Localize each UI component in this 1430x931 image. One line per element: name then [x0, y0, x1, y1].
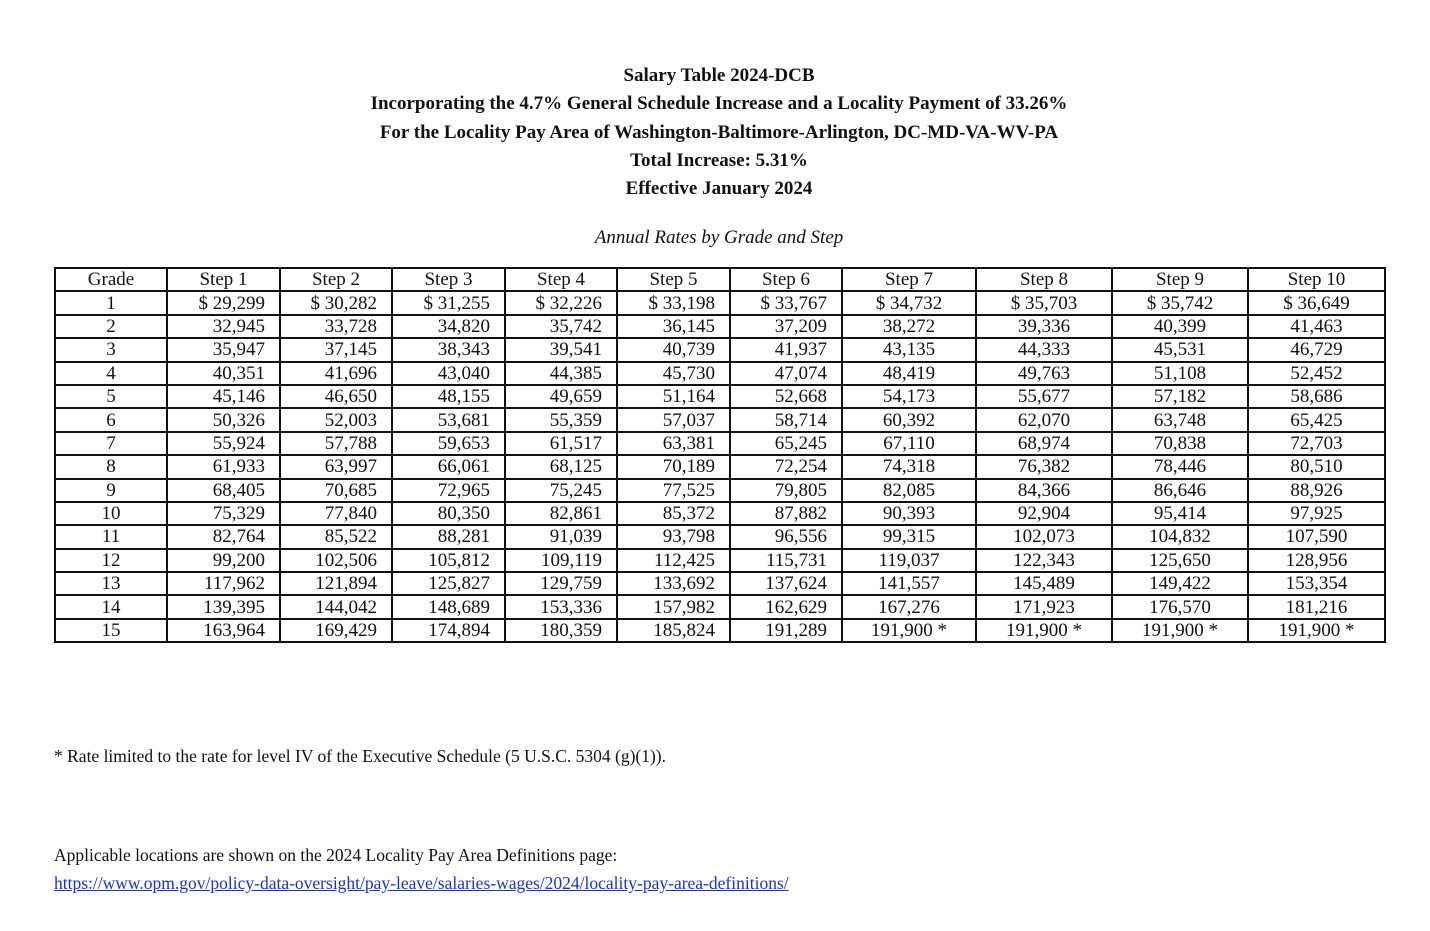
rate-cell: 44,333: [976, 338, 1112, 361]
rate-cell: 63,997: [280, 455, 392, 478]
table-row: [55, 595, 1385, 618]
rate-cell: 102,073: [976, 525, 1112, 548]
rate-cell: 105,812: [392, 549, 505, 572]
rate-cell: 96,556: [730, 525, 842, 548]
rate-cell: 44,385: [505, 362, 617, 385]
increase-line: Incorporating the 4.7% General Schedule Increase and a Locality Payment of 33.26%: [370, 93, 1068, 115]
table-row: [55, 619, 1385, 642]
rate-cell: 191,900 *: [842, 619, 976, 642]
rate-cell: 95,414: [1112, 502, 1248, 525]
table-row: [55, 502, 1385, 525]
rate-cell: 121,894: [280, 572, 392, 595]
rate-cell: 55,359: [505, 408, 617, 431]
rate-cell: 63,748: [1112, 408, 1248, 431]
rate-cell: $ 35,703: [976, 291, 1112, 314]
rate-cell: 45,146: [167, 385, 280, 408]
header-row: [55, 268, 1385, 291]
table-row: [55, 338, 1385, 361]
rate-cell: 58,714: [730, 408, 842, 431]
rate-cell: 37,209: [730, 315, 842, 338]
column-header-step-9: Step 9: [1112, 268, 1248, 291]
title-block: [0, 62, 1430, 203]
rate-cell: 82,764: [167, 525, 280, 548]
rate-cell: 191,289: [730, 619, 842, 642]
rate-cell: 55,677: [976, 385, 1112, 408]
rate-cell: 66,061: [392, 455, 505, 478]
rate-cell: 65,245: [730, 432, 842, 455]
rate-cell: 85,522: [280, 525, 392, 548]
rate-cell: 52,668: [730, 385, 842, 408]
rate-cell: 70,838: [1112, 432, 1248, 455]
rate-cell: $ 34,732: [842, 291, 976, 314]
rate-cell: 50,326: [167, 408, 280, 431]
rate-cell: 70,189: [617, 455, 730, 478]
rate-cell: 80,510: [1248, 455, 1385, 478]
grade-cell: 4: [55, 362, 167, 385]
rate-cell: 86,646: [1112, 479, 1248, 502]
rate-cell: 38,272: [842, 315, 976, 338]
rate-cell: 77,525: [617, 479, 730, 502]
rate-cell: 33,728: [280, 315, 392, 338]
rate-cell: 176,570: [1112, 595, 1248, 618]
column-header-step-10: Step 10: [1248, 268, 1385, 291]
rate-cell: 117,962: [167, 572, 280, 595]
rate-cell: 139,395: [167, 595, 280, 618]
rate-cell: 32,945: [167, 315, 280, 338]
rate-cell: 63,381: [617, 432, 730, 455]
rate-cell: 82,861: [505, 502, 617, 525]
rate-cell: 61,933: [167, 455, 280, 478]
rate-cell: 72,703: [1248, 432, 1385, 455]
rate-cell: 80,350: [392, 502, 505, 525]
locality-line: For the Locality Pay Area of Washington-Baltimore-Arlington, DC-MD-VA-WV-PA: [379, 121, 1059, 143]
column-header-step-8: Step 8: [976, 268, 1112, 291]
rate-cell: 169,429: [280, 619, 392, 642]
rate-cell: 61,517: [505, 432, 617, 455]
rate-cell: 68,974: [976, 432, 1112, 455]
table-row: [55, 385, 1385, 408]
rate-cell: 35,742: [505, 315, 617, 338]
rate-cell: 102,506: [280, 549, 392, 572]
rate-cell: 60,392: [842, 408, 976, 431]
rate-cell: 57,037: [617, 408, 730, 431]
table-row: [55, 432, 1385, 455]
salary-table: [54, 267, 1386, 643]
rate-cell: 48,155: [392, 385, 505, 408]
rate-cell: 112,425: [617, 549, 730, 572]
rate-cell: 46,729: [1248, 338, 1385, 361]
grade-cell: 3: [55, 338, 167, 361]
rate-cell: 51,108: [1112, 362, 1248, 385]
rate-cell: 75,329: [167, 502, 280, 525]
rate-cell: 90,393: [842, 502, 976, 525]
rate-cell: 128,956: [1248, 549, 1385, 572]
rate-cell: 133,692: [617, 572, 730, 595]
rate-cell: 75,245: [505, 479, 617, 502]
rate-cell: 88,926: [1248, 479, 1385, 502]
rate-cell: 36,145: [617, 315, 730, 338]
rate-cell: $ 29,299: [167, 291, 280, 314]
table-row: [55, 549, 1385, 572]
rate-cell: 153,336: [505, 595, 617, 618]
rate-cell: 68,125: [505, 455, 617, 478]
table-row: [55, 455, 1385, 478]
grade-cell: 12: [55, 549, 167, 572]
rate-cell: 85,372: [617, 502, 730, 525]
rate-cell: 125,827: [392, 572, 505, 595]
rate-cell: 38,343: [392, 338, 505, 361]
rate-cell: 57,788: [280, 432, 392, 455]
grade-cell: 15: [55, 619, 167, 642]
rate-cell: 107,590: [1248, 525, 1385, 548]
rate-cell: 99,200: [167, 549, 280, 572]
footnote: * Rate limited to the rate for level IV of the Executive Schedule (5 U.S.C. 5304 (g)(1)).: [54, 746, 667, 766]
grade-cell: 1: [55, 291, 167, 314]
rate-cell: 162,629: [730, 595, 842, 618]
table-subtitle: Annual Rates by Grade and Step: [594, 227, 844, 248]
column-header-step-6: Step 6: [730, 268, 842, 291]
rate-cell: 40,399: [1112, 315, 1248, 338]
rate-cell: 88,281: [392, 525, 505, 548]
rate-cell: 79,805: [730, 479, 842, 502]
rate-cell: 163,964: [167, 619, 280, 642]
rate-cell: 125,650: [1112, 549, 1248, 572]
rate-cell: 48,419: [842, 362, 976, 385]
column-header-step-4: Step 4: [505, 268, 617, 291]
rate-cell: 37,145: [280, 338, 392, 361]
rate-cell: $ 31,255: [392, 291, 505, 314]
rate-cell: 40,739: [617, 338, 730, 361]
rate-cell: 67,110: [842, 432, 976, 455]
grade-cell: 5: [55, 385, 167, 408]
rate-cell: $ 32,226: [505, 291, 617, 314]
rate-cell: 115,731: [730, 549, 842, 572]
rate-cell: 51,164: [617, 385, 730, 408]
column-header-step-1: Step 1: [167, 268, 280, 291]
rate-cell: 122,343: [976, 549, 1112, 572]
rate-cell: 144,042: [280, 595, 392, 618]
rate-cell: 180,359: [505, 619, 617, 642]
rate-cell: 84,366: [976, 479, 1112, 502]
column-header-step-2: Step 2: [280, 268, 392, 291]
rate-cell: 141,557: [842, 572, 976, 595]
rate-cell: 43,135: [842, 338, 976, 361]
table-row: [55, 479, 1385, 502]
rate-cell: 171,923: [976, 595, 1112, 618]
rate-cell: 46,650: [280, 385, 392, 408]
rate-cell: 157,982: [617, 595, 730, 618]
column-header-grade: Grade: [55, 268, 167, 291]
rate-cell: 137,624: [730, 572, 842, 595]
rate-cell: 99,315: [842, 525, 976, 548]
rate-cell: 45,531: [1112, 338, 1248, 361]
rate-cell: 41,696: [280, 362, 392, 385]
rate-cell: 191,900 *: [976, 619, 1112, 642]
grade-cell: 8: [55, 455, 167, 478]
rate-cell: 53,681: [392, 408, 505, 431]
rate-cell: 181,216: [1248, 595, 1385, 618]
table-body: [55, 291, 1385, 642]
rate-cell: 77,840: [280, 502, 392, 525]
column-header-step-7: Step 7: [842, 268, 976, 291]
rate-cell: 87,882: [730, 502, 842, 525]
rate-cell: 78,446: [1112, 455, 1248, 478]
grade-cell: 6: [55, 408, 167, 431]
rate-cell: 97,925: [1248, 502, 1385, 525]
rate-cell: $ 33,767: [730, 291, 842, 314]
applicable-text: Applicable locations are shown on the 2024 Locality Pay Area Definitions page:: [54, 845, 618, 865]
table-row: [55, 315, 1385, 338]
rate-cell: 65,425: [1248, 408, 1385, 431]
rate-cell: $ 35,742: [1112, 291, 1248, 314]
rate-cell: 76,382: [976, 455, 1112, 478]
table-row: [55, 362, 1385, 385]
grade-cell: 7: [55, 432, 167, 455]
rate-cell: 34,820: [392, 315, 505, 338]
rate-cell: 72,965: [392, 479, 505, 502]
rate-cell: 72,254: [730, 455, 842, 478]
rate-cell: 167,276: [842, 595, 976, 618]
total-increase-line: Total Increase: 5.31%: [630, 149, 808, 171]
rate-cell: $ 33,198: [617, 291, 730, 314]
rate-cell: 93,798: [617, 525, 730, 548]
rate-cell: $ 36,649: [1248, 291, 1385, 314]
grade-cell: 2: [55, 315, 167, 338]
rate-cell: 149,422: [1112, 572, 1248, 595]
rate-cell: 62,070: [976, 408, 1112, 431]
rate-cell: 119,037: [842, 549, 976, 572]
rate-cell: 92,904: [976, 502, 1112, 525]
rate-cell: 174,894: [392, 619, 505, 642]
rate-cell: 57,182: [1112, 385, 1248, 408]
rate-cell: 49,659: [505, 385, 617, 408]
column-header-step-3: Step 3: [392, 268, 505, 291]
effective-date-line: Effective January 2024: [625, 178, 813, 200]
table-row: [55, 572, 1385, 595]
grade-cell: 14: [55, 595, 167, 618]
rate-cell: 54,173: [842, 385, 976, 408]
rate-cell: 55,924: [167, 432, 280, 455]
rate-cell: 109,119: [505, 549, 617, 572]
rate-cell: 39,336: [976, 315, 1112, 338]
column-header-step-5: Step 5: [617, 268, 730, 291]
rate-cell: 129,759: [505, 572, 617, 595]
rate-cell: 45,730: [617, 362, 730, 385]
rate-cell: 145,489: [976, 572, 1112, 595]
rate-cell: 104,832: [1112, 525, 1248, 548]
table-row: [55, 291, 1385, 314]
rate-cell: 70,685: [280, 479, 392, 502]
rate-cell: 39,541: [505, 338, 617, 361]
grade-cell: 13: [55, 572, 167, 595]
rate-cell: 35,947: [167, 338, 280, 361]
rate-cell: 52,003: [280, 408, 392, 431]
rate-cell: 49,763: [976, 362, 1112, 385]
rate-cell: 52,452: [1248, 362, 1385, 385]
rate-cell: 41,937: [730, 338, 842, 361]
rate-cell: 59,653: [392, 432, 505, 455]
grade-cell: 9: [55, 479, 167, 502]
rate-cell: $ 30,282: [280, 291, 392, 314]
grade-cell: 10: [55, 502, 167, 525]
rate-cell: 191,900 *: [1248, 619, 1385, 642]
grade-cell: 11: [55, 525, 167, 548]
rate-cell: 74,318: [842, 455, 976, 478]
table-title: Salary Table 2024-DCB: [623, 65, 815, 86]
rate-cell: 43,040: [392, 362, 505, 385]
rate-cell: 41,463: [1248, 315, 1385, 338]
locality-definitions-link[interactable]: https://www.opm.gov/policy-data-oversight/pay-leave/salaries-wages/2024/locality-pay-area-definitions/: [54, 873, 789, 893]
rate-cell: 148,689: [392, 595, 505, 618]
table-row: [55, 408, 1385, 431]
table-row: [55, 525, 1385, 548]
rate-cell: 82,085: [842, 479, 976, 502]
rate-cell: 58,686: [1248, 385, 1385, 408]
rate-cell: 91,039: [505, 525, 617, 548]
rate-cell: 40,351: [167, 362, 280, 385]
rate-cell: 153,354: [1248, 572, 1385, 595]
rate-cell: 47,074: [730, 362, 842, 385]
rate-cell: 191,900 *: [1112, 619, 1248, 642]
rate-cell: 68,405: [167, 479, 280, 502]
applicable-locations: [54, 841, 789, 897]
rate-cell: 185,824: [617, 619, 730, 642]
